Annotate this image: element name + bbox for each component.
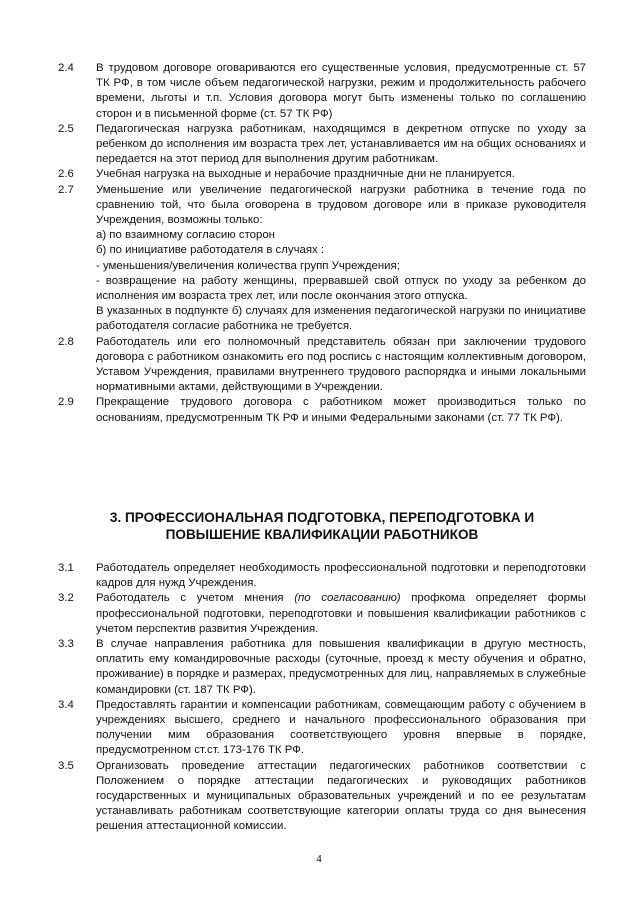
clause-number: 2.5 (58, 122, 74, 135)
clause-number: 2.7 (58, 183, 74, 196)
clause-text-end: профкома определяет формы профессиональной подготовки, переподготовки и повышения квалификации работников с учетом перспектив развития Учреждения. (96, 592, 586, 635)
clause-2-6 (58, 167, 586, 182)
clause-text: В случае направления работника для повышения квалификации в другую местность, оплатить ему командировочные расходы (суточные, проезд к месту обучения и обратно, проживание) в порядке и размерах, предусмотренных для лиц, направляемых в служебные командировки (ст. 187 ТК РФ). (96, 638, 586, 696)
clause-2-9 (58, 395, 586, 425)
section-heading-line-2: ПОВЫШЕНИЕ КВАЛИФИКАЦИИ РАБОТНИКОВ (165, 527, 479, 542)
clause-number: 2.8 (58, 335, 74, 348)
clause-number: 3.5 (58, 759, 74, 772)
clause-number: 3.2 (58, 592, 74, 605)
clause-number: 3.3 (58, 638, 74, 651)
clause-2-4 (58, 61, 586, 122)
clause-3-3 (58, 637, 586, 698)
page-number: 4 (316, 853, 322, 865)
section-heading-line-1: 3. ПРОФЕССИОНАЛЬНАЯ ПОДГОТОВКА, ПЕРЕПОДГОТОВКА И (109, 510, 535, 525)
clause-text-start: Работодатель с учетом мнения (96, 592, 295, 605)
clause-text: Организовать проведение аттестации педагогических работников соответствии с Положением о порядке аттестации педагогических и руководящих работников государственных и муниципальных образовательных учреждений и по ее результатам устанавливать работникам соответствующие категории оплаты труда со дня вынесения решения аттестационной комиссии. (96, 759, 586, 833)
clause-2-5 (58, 122, 586, 168)
clause-text: Работодатель определяет необходимость профессиональной подготовки и переподготовки кадров для нужд Учреждения. (96, 562, 586, 590)
clause-text: В трудовом договоре оговариваются его существенные условия, предусмотренные ст. 57 ТК РФ, в том числе объем педагогической нагрузки, режим и продолжительность рабочего времени, льготы и т.п. Условия договора могут быть изменены только по соглашению сторон и в письменной форме (ст. 57 ТК РФ) (96, 62, 586, 120)
clause-subitem-a: а) по взаимному согласию сторон (96, 229, 275, 242)
clause-text: Работодатель или его полномочный представитель обязан при заключении трудового договора с работником ознакомить его под роспись с настоящим коллективным договором, Уставом Учреждения, правилами внутреннего трудового распорядка и иными локальными нормативными актами, действующими в Учреждении. (96, 335, 586, 394)
clause-3-4 (58, 698, 586, 759)
clause-number: 2.4 (58, 62, 74, 74)
clause-subitem-dash-1: - уменьшения/увеличения количества групп Учреждения; (96, 259, 400, 272)
clause-text: Уменьшение или увеличение педагогической нагрузки работника в течение года по сравнению той, что была оговорена в трудовом договоре или в приказе руководителя Учреждения, возможны только: (96, 183, 586, 227)
clause-3-2 (58, 591, 586, 637)
clause-2-8 (58, 335, 586, 396)
clause-text-italic: (по согласованию) (294, 592, 401, 605)
clause-text: Предоставлять гарантии и компенсации работникам, совмещающим работу с обучением в учреждениях высшего, среднего и начального профессионального образования при получении мим образования соответствующего уровня впервые в порядке, предусмотренном ст.ст. 173-176 ТК РФ. (96, 698, 586, 757)
clause-text: Учебная нагрузка на выходные и нерабочие праздничные дни не планируется. (96, 168, 515, 181)
section-heading (58, 509, 586, 543)
clause-note: В указанных в подпункте б) случаях для изменения педагогической нагрузки по инициативе работодателя согласие работника не требуется. (96, 305, 586, 333)
clause-text: Прекращение трудового договора с работником может производиться только по основаниям, предусмотренным ТК РФ и иными Федеральными законами (ст. 77 ТК РФ). (96, 396, 586, 424)
clause-number: 3.1 (58, 562, 74, 574)
section-3-items (58, 561, 586, 835)
clause-subitem-b: б) по инициативе работодателя в случаях : (96, 244, 325, 257)
clause-number: 3.4 (58, 698, 74, 711)
clause-subitem-dash-2: - возвращение на работу женщины, прервавшей свой отпуск по уходу за ребенком до исполнения им возраста трех лет, или после окончания этого отпуска. (96, 274, 586, 303)
clause-number: 2.6 (58, 168, 74, 181)
clause-text (96, 591, 586, 637)
clause-3-5 (58, 759, 586, 835)
clause-3-1 (58, 561, 586, 591)
clause-number: 2.9 (58, 396, 74, 409)
section-2-items (58, 61, 586, 426)
clause-2-7 (58, 183, 586, 335)
clause-text: Педагогическая нагрузка работникам, находящимся в декретном отпуске по уходу за ребенком до исполнения им возраста трех лет, устанавливается им на общих основаниях и передается на этот период для выполнения другим работникам. (96, 122, 586, 166)
